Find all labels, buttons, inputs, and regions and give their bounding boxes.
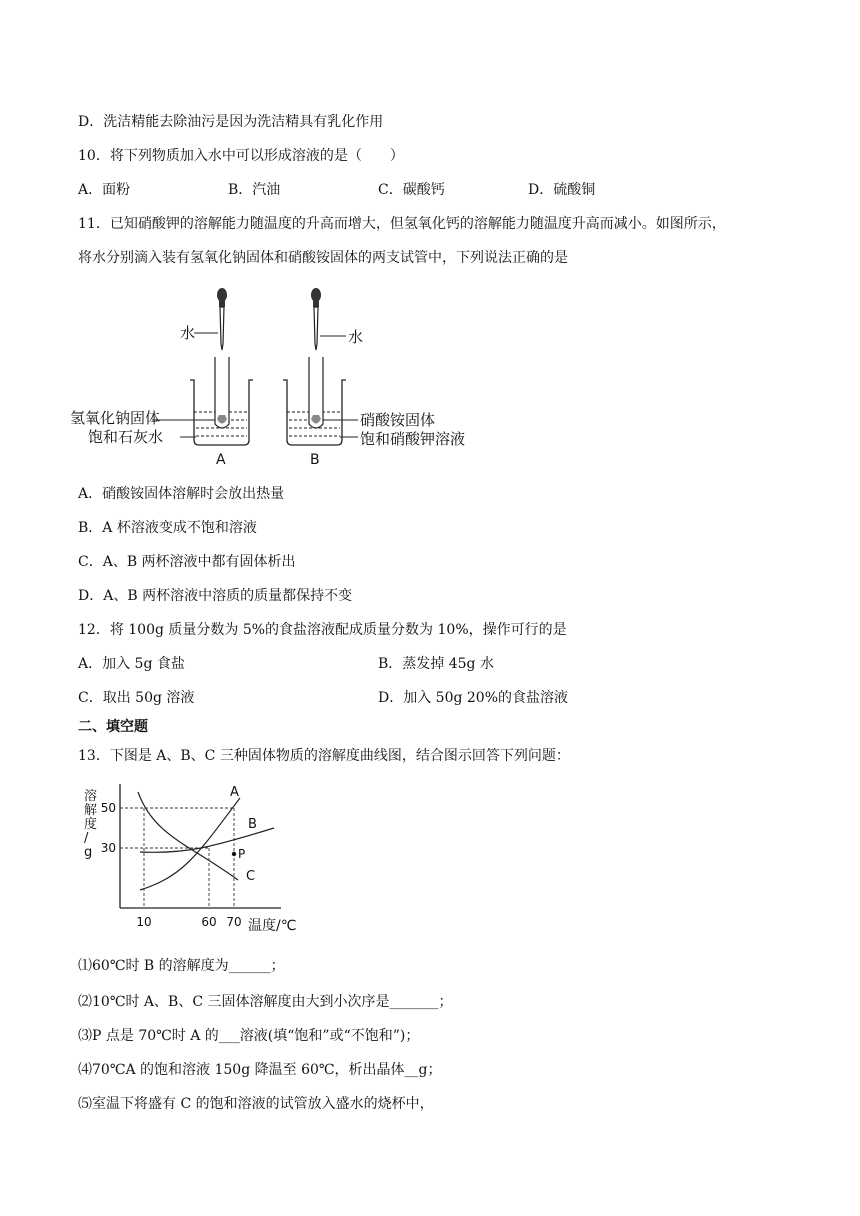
b-solution-label: 饱和硝酸钾溶液 (360, 430, 466, 448)
y-tick-label: 30 (100, 841, 116, 855)
q10-option-a: A．面粉 (78, 182, 131, 198)
x-tick-label: 70 (226, 915, 242, 929)
q12-option-b: B．蒸发掉 45g 水 (378, 656, 494, 672)
x-tick-label: 60 (201, 915, 217, 929)
x-axis-label: 温度/℃ (248, 918, 297, 934)
beaker-a-label: A (216, 452, 226, 468)
y-axis-label-char: g (84, 845, 93, 860)
y-axis-label-char: 解 (84, 803, 98, 818)
q12-option-c: C．取出 50g 溶液 (78, 690, 195, 706)
curve-a (140, 798, 240, 890)
q12-option-d: D．加入 50g 20%的食盐溶液 (378, 690, 569, 706)
y-axis-label-char: / (84, 831, 89, 846)
point-p-label: P (238, 847, 246, 861)
curve-c (138, 792, 238, 880)
beaker-b (283, 357, 346, 445)
series-label-c: C (246, 869, 256, 884)
b-solid-label: 硝酸铵固体 (360, 411, 436, 429)
dropper-b-icon (311, 288, 321, 350)
q11-option-a: A．硝酸铵固体溶解时会放出热量 (78, 486, 285, 502)
y-axis-label-char: 度 (84, 817, 98, 832)
q13-sub-2: ⑵10℃时 A、B、C 三固体溶解度由大到小次序是_______； (78, 994, 453, 1010)
q9-option-d: D．洗洁精能去除油污是因为洗洁精具有乳化作用 (78, 114, 384, 130)
dropper-a-icon (217, 288, 227, 350)
q11-stem-line1: 11．已知硝酸钾的溶解能力随温度的升高而增大，但氢氧化钙的溶解能力随温度升高而减小。如图所示， (78, 216, 726, 232)
q13-stem: 13．下图是 A、B、C 三种固体物质的溶解度曲线图，结合图示回答下列问题： (78, 748, 570, 764)
q13-sub-5: ⑸室温下将盛有 C 的饱和溶液的试管放入盛水的烧杯中， (78, 1096, 434, 1112)
q10-option-c: C．碳酸钙 (378, 182, 445, 198)
q11-option-d: D．A、B 两杯溶液中溶质的质量都保持不变 (78, 588, 353, 604)
q12-stem: 12．将 100g 质量分数为 5%的食盐溶液配成质量分数为 10%，操作可行的是 (78, 622, 567, 638)
y-tick-label: 50 (100, 801, 116, 815)
water-label-b: 水 (348, 328, 364, 346)
q10-stem: 10．将下列物质加入水中可以形成溶液的是（ ） (78, 148, 404, 164)
beaker-b-label: B (310, 452, 320, 468)
q11-beaker-figure (70, 282, 490, 472)
q10-option-d: D．硫酸铜 (528, 182, 596, 198)
beaker-a (190, 357, 253, 445)
q12-option-a: A．加入 5g 食盐 (78, 656, 185, 672)
section-title: 二、填空题 (78, 719, 148, 735)
point-p-marker (232, 852, 236, 856)
q13-sub-1: ⑴60℃时 B 的溶解度为______； (78, 958, 285, 974)
q11-stem-line2: 将水分别滴入装有氢氧化钠固体和硝酸铵固体的两支试管中，下列说法正确的是 (78, 250, 568, 266)
water-label-a: 水 (180, 324, 196, 342)
series-label-a: A (230, 785, 239, 800)
y-axis-label-char: 溶 (84, 789, 98, 804)
q13-sub-4: ⑷70℃A 的饱和溶液 150g 降温至 60℃，析出晶体__g； (78, 1062, 442, 1078)
a-solution-label: 饱和石灰水 (88, 428, 164, 446)
solubility-chart (76, 778, 316, 938)
series-label-b: B (248, 817, 257, 832)
q11-option-b: B．A 杯溶液变成不饱和溶液 (78, 520, 257, 536)
a-solid-label: 氢氧化钠固体 (70, 409, 161, 427)
q13-sub-3: ⑶P 点是 70℃时 A 的___溶液(填“饱和”或“不饱和”)； (78, 1028, 420, 1044)
q10-option-b: B．汽油 (228, 182, 281, 198)
x-tick-label: 10 (136, 915, 152, 929)
q11-option-c: C．A、B 两杯溶液中都有固体析出 (78, 554, 296, 570)
